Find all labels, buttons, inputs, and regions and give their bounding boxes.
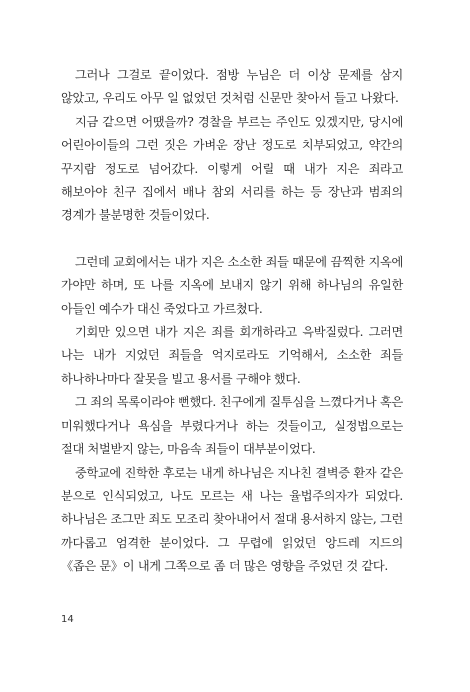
body-text [61,64,403,579]
paragraph-2: 지금 같으면 어땠을까? 경찰을 부르는 주인도 있겠지만, 당시에 어린아이들의 그런 짓은 가벼운 장난 정도로 치부되었고, 약간의 꾸지람 정도로 넘어갔다. 이렇게 어릴 때 내가 지은 죄라고 해보아야 친구 집에서 배나 참외 서리를 하는 등 장난과 범죄의 경계가 불분명한 것들이었다. [61,114,403,223]
paragraph-4: 기회만 있으면 내가 지은 죄를 회개하라고 윽박질렀다. 그러면 나는 내가 지었던 죄들을 억지로라도 기억해서, 소소한 죄들 하나하나마다 잘못을 빌고 용서를 구해야 했다. [61,325,403,386]
paragraph-3: 그런데 교회에서는 내가 지은 소소한 죄들 때문에 끔찍한 지옥에 가야만 하며, 또 나를 지옥에 보내지 않기 위해 하나님의 유일한 아들인 예수가 대신 죽었다고 가르쳤다. [61,254,403,316]
section-break [61,228,403,251]
paragraph-5: 그 죄의 목록이라야 뻔했다. 친구에게 질투심을 느꼈다거나 혹은 미워했다거나 욕심을 부렸다거나 하는 것들이고, 실정법으로는 절대 처벌받지 않는, 마음속 죄들이 대부분이었다. [61,395,403,457]
page-number: 14 [61,614,74,625]
paragraph-6: 중학교에 진학한 후로는 내게 하나님은 지나친 결벽증 환자 같은 분으로 인식되었고, 나도 모르는 새 나는 율법주의자가 되었다. 하나님은 조그만 죄도 모조리 찾아내어서 절대 용서하지 않는, 그런 까다롭고 엄격한 분이었다. 그 무렵에 읽었던 앙드레 지드의 《좁은 문》이 내게 그쪽으로 좀 더 많은 영향을 주었던 것 같다. [61,465,403,574]
paragraph-1: 그러나 그걸로 끝이었다. 점방 누님은 더 이상 문제를 삼지 않았고, 우리도 아무 일 없었던 것처럼 신문만 찾아서 들고 나왔다. [61,68,403,106]
